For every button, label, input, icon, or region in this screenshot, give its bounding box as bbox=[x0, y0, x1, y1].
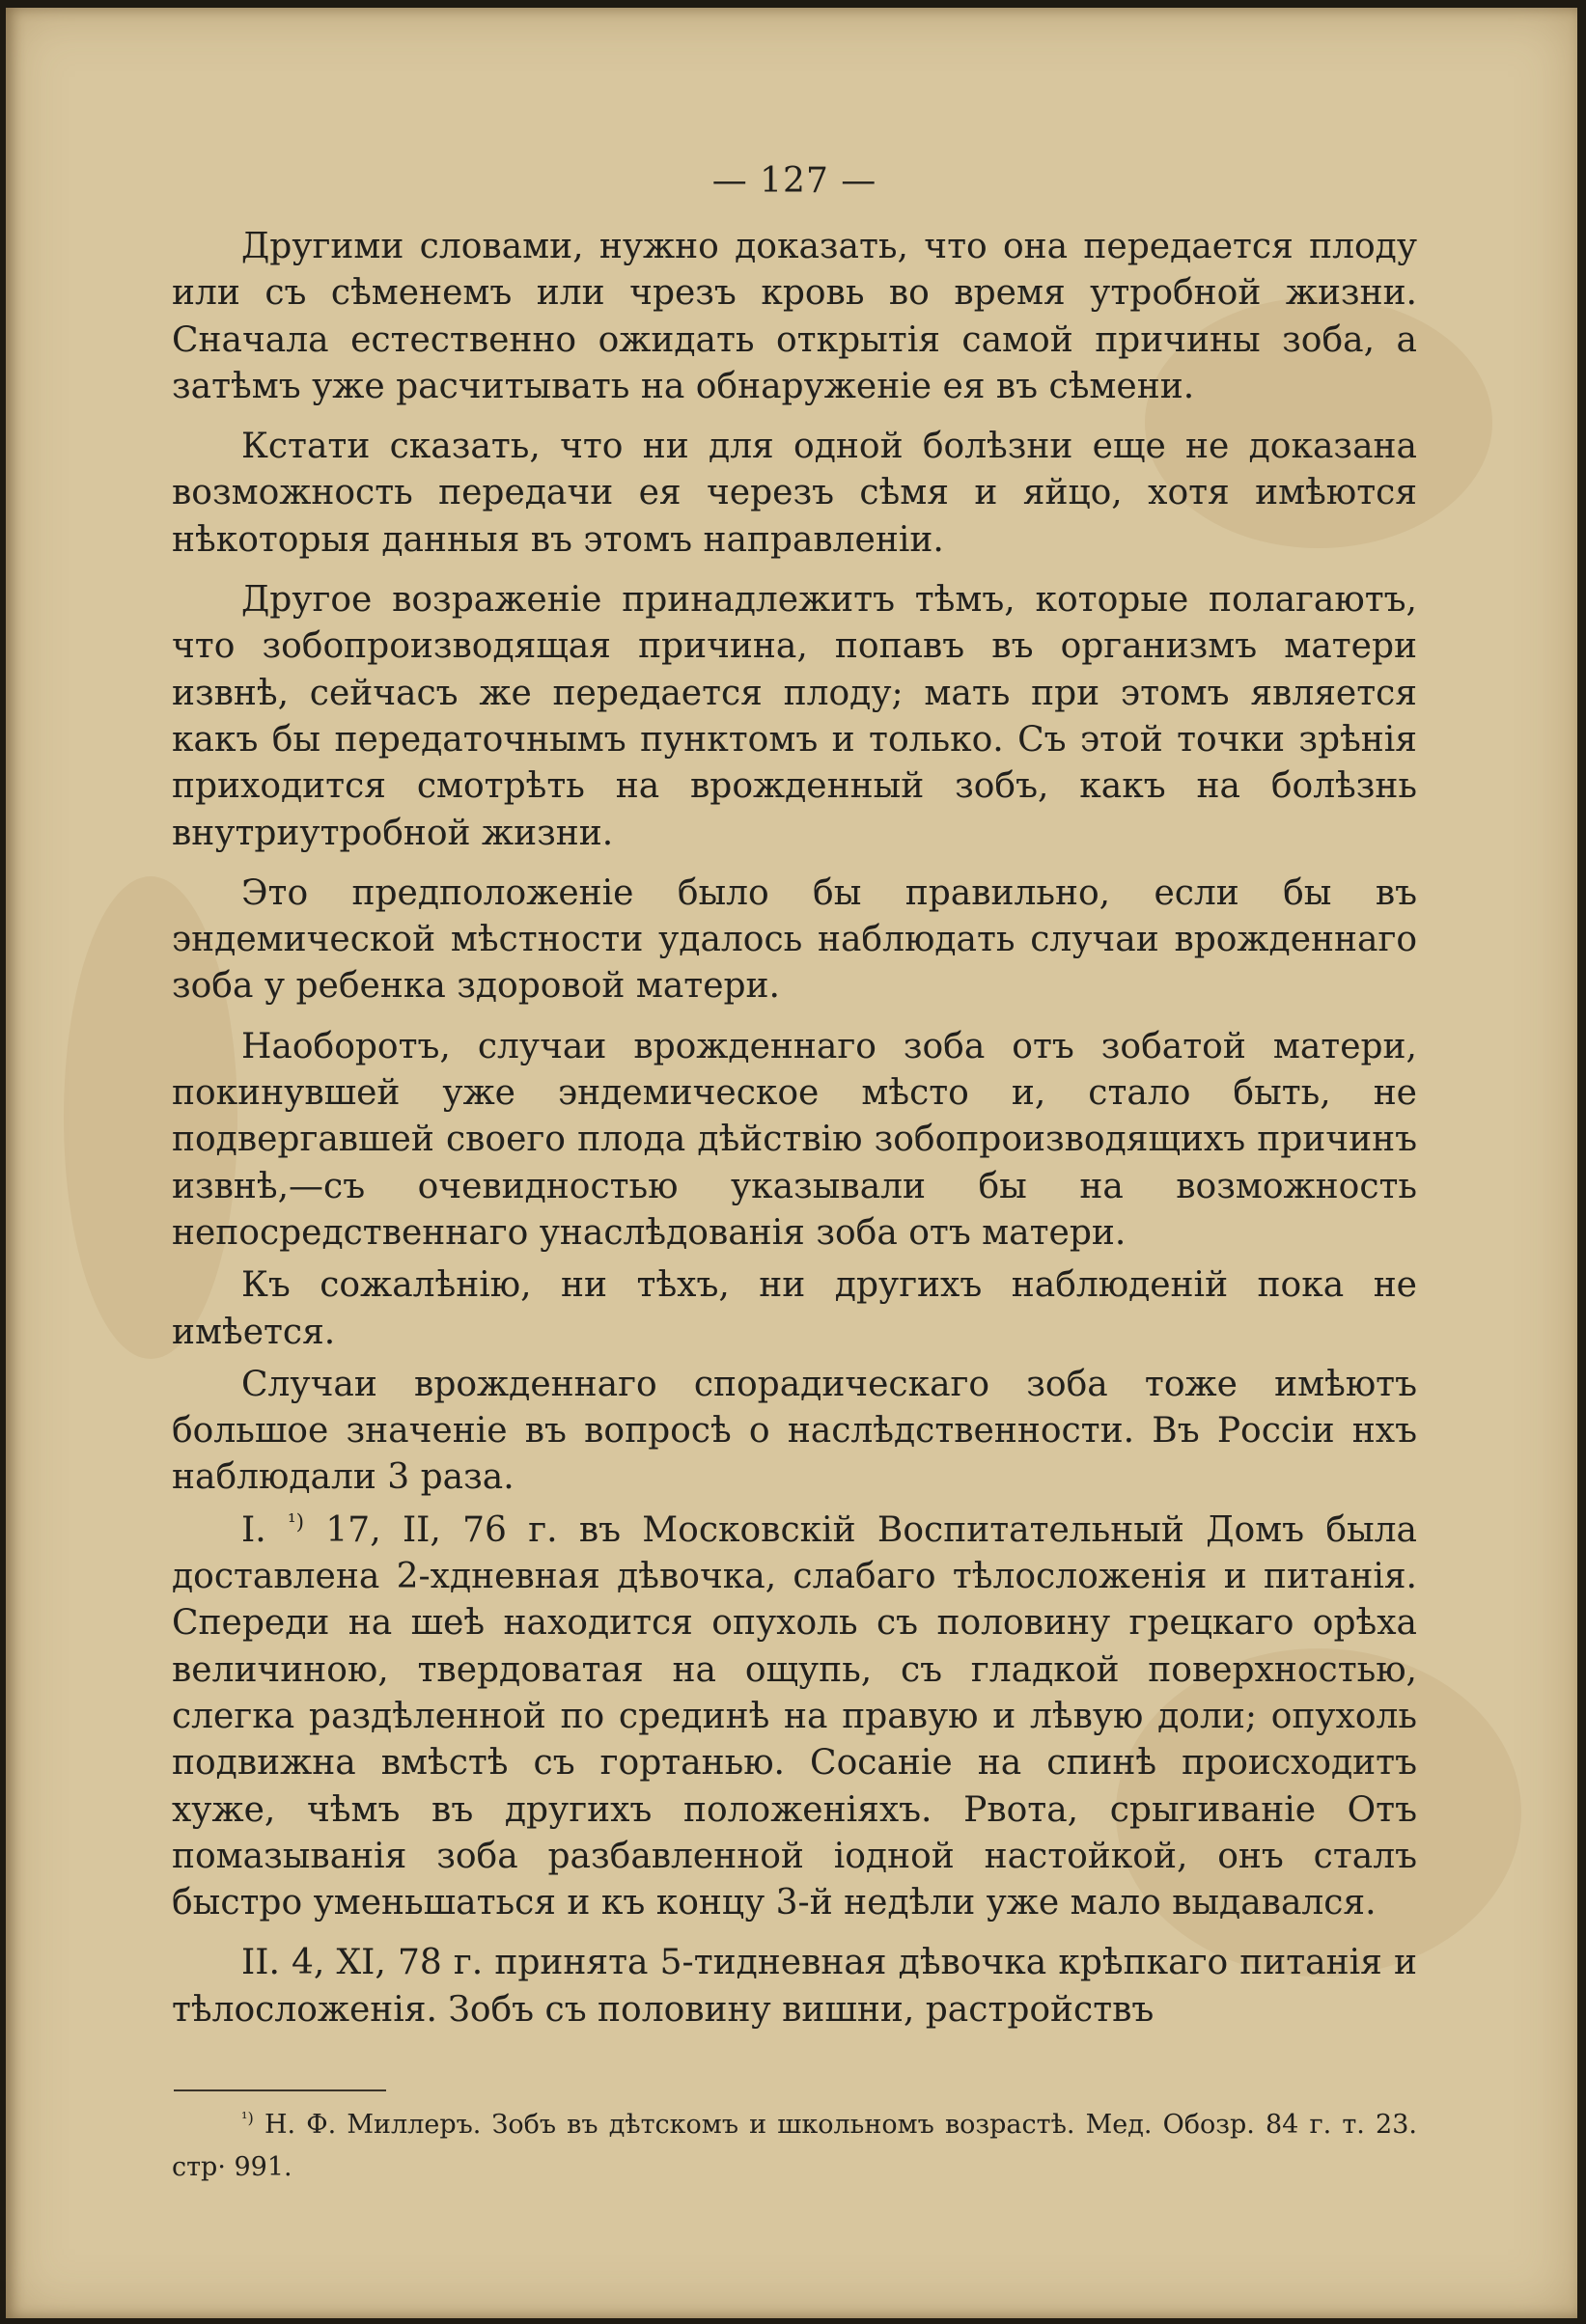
paragraph: Кстати сказать, что ни для одной болѣзни еще не доказана возможность передачи ея черезъ сѣмя и яйцо, хотя имѣются нѣкоторыя данныя въ этомъ направленіи. bbox=[172, 427, 1417, 560]
paragraph: Наоборотъ, случаи врожденнаго зоба отъ зобатой матери, покинувшей уже эндемическое мѣсто и, стало быть, не подвергавшей своего плода дѣйствію зобопроизводящихъ причинъ извнѣ,—съ очевидностью указывали бы на возможность непосредственнаго унаслѣдованія зоба отъ матери. bbox=[172, 1026, 1417, 1253]
footnote bbox=[172, 2104, 1417, 2189]
footnote-reference: ¹) bbox=[287, 1509, 305, 1535]
case-report-1 bbox=[172, 1508, 1417, 1927]
case-text: 17, II, 76 г. въ Московскій Воспитательный Домъ была доставлена 2-хдневная дѣвочка, слабаго тѣлосложенія и питанія. Спереди на шеѣ находится опухоль съ половину грецкаго орѣха величиною, твердоватая на ощупь, съ гладкой поверхностью, слегка раздѣленной по срединѣ на правую и лѣвую доли; опухоль подвижна вмѣстѣ съ гортанью. Сосаніе на спинѣ происходитъ хуже, чѣмъ въ другихъ положеніяхъ. Рвота, срыгиваніе Отъ помазыванія зоба разбавленной іодной настойкой, онъ сталъ быстро уменьшаться и къ концу 3-й недѣли уже мало выдавался. bbox=[172, 1509, 1417, 1923]
paragraph: Это предположеніе было бы правильно, если бы въ эндемической мѣстности удалось наблюдать случаи врожденнаго зоба у ребенка здоровой матери. bbox=[172, 872, 1417, 1007]
page-text bbox=[172, 154, 1417, 2034]
case-number: I. bbox=[241, 1509, 266, 1550]
paragraph: Другими словами, нужно доказать, что она передается плоду или съ сѣменемъ или чрезъ кровь во время утробной жизни. Сначала естественно ожидать открытія самой причины зоба, а затѣмъ уже расчитывать на обнаруженіе ея въ сѣмени. bbox=[172, 227, 1417, 406]
paragraph: Случаи врожденнаго спорадическаго зоба тоже имѣютъ большое значеніе въ вопросѣ о наслѣдственности. Въ Россіи нхъ наблюдали 3 раза. bbox=[172, 1364, 1417, 1498]
page-number: — 127 — bbox=[711, 161, 877, 201]
case-report-2: II. 4, XI, 78 г. принята 5-тидневная дѣвочка крѣпкаго питанія и тѣлосложенія. Зобъ съ половину вишни, растройствъ bbox=[172, 1943, 1417, 2030]
paragraph: Къ сожалѣнію, ни тѣхъ, ни другихъ наблюденій пока не имѣется. bbox=[172, 1265, 1417, 1352]
footnote-marker: ¹) bbox=[241, 2109, 254, 2127]
footnote-text: Н. Ф. Миллеръ. Зобъ въ дѣтскомъ и школьномъ возрастѣ. Мед. Обозр. 84 г. т. 23. стр· 991. bbox=[172, 2110, 1417, 2182]
footnote-divider bbox=[174, 2089, 386, 2091]
paragraph: Другое возраженіе принадлежитъ тѣмъ, которые полагаютъ, что зобопроизводящая причина, попавъ въ организмъ матери извнѣ, сейчасъ же передается плоду; мать при этомъ является какъ бы передаточнымъ пунктомъ и только. Съ этой точки зрѣнія приходится смотрѣть на врожденный зобъ, какъ на болѣзнь внутриутробной жизни. bbox=[172, 580, 1417, 853]
